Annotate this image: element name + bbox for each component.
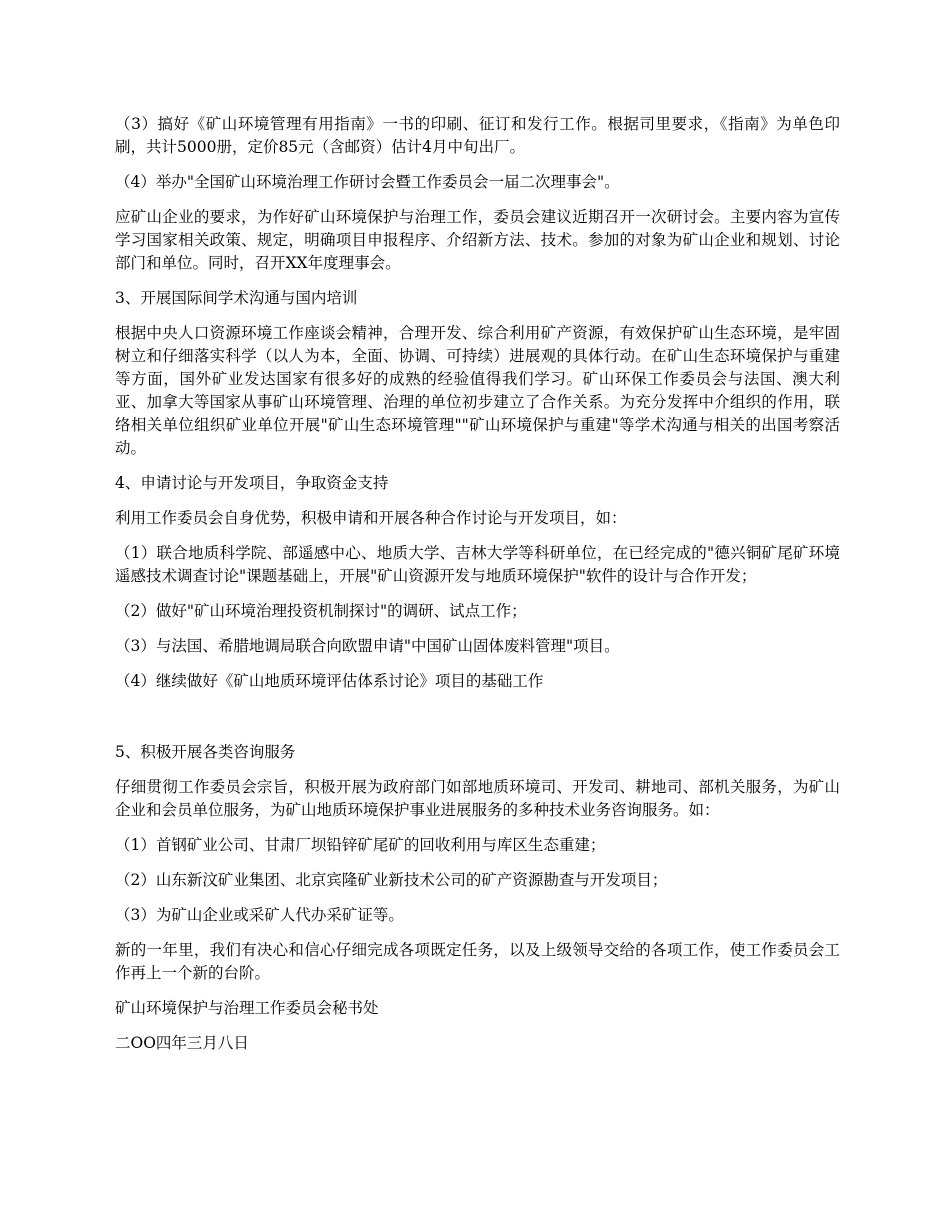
paragraph-international-exchange: 根据中央人口资源环境工作座谈会精神，合理开发、综合利用矿产资源，有效保护矿山生态环境，是牢固树立和仔细落实科学（以人为本，全面、协调、可持续）进展观的具体行动。在矿山生态环境保护与重建等方面，国外矿业发达国家有很多好的成熟的经验值得我们学习。矿山环保工作委员会与法国、澳大利亚、加拿大等国家从事矿山环境管理、治理的单位初步建立了合作关系。为充分发挥中介组织的作用，联络相关单位组织矿业单位开展"矿山生态环境管理""矿山环境保护与重建"等学术沟通与相关的出国考察活动。: [115, 324, 840, 457]
paragraph-consulting-intro: 仔细贯彻工作委员会宗旨，积极开展为政府部门如部地质环境司、开发司、耕地司、部机关服务，为矿山企业和会员单位服务，为矿山地质环境保护事业进展服务的多种技术业务咨询服务。如：: [115, 778, 840, 819]
signature-organization: 矿山环境保护与治理工作委员会秘书处: [115, 999, 379, 1017]
paragraph-project-item-2: （2）做好"矿山环境治理投资机制探讨"的调研、试点工作；: [115, 602, 527, 620]
paragraph-item-3-guide-printing: （3）搞好《矿山环境管理有用指南》一书的印刷、征订和发行工作。根据司里要求，《指南》为单色印刷，共计5000册，定价85元（含邮资）估计4月中旬出厂。: [115, 115, 840, 156]
paragraph-seminar-details: 应矿山企业的要求，为作好矿山环境保护与治理工作，委员会建议近期召开一次研讨会。主要内容为宣传学习国家相关政策、规定，明确项目申报程序、介绍新方法、技术。参加的对象为矿山企业和规划、讨论部门和单位。同时，召开XX年度理事会。: [115, 208, 840, 272]
paragraph-consulting-item-1: （1）首钢矿业公司、甘肃厂坝铅锌矿尾矿的回收利用与库区生态重建；: [115, 836, 606, 854]
paragraph-project-item-1: （1）联合地质科学院、部遥感中心、地质大学、吉林大学等科研单位，在已经完成的"德兴铜矿尾矿环境遥感技术调查讨论"课题基础上，开展"矿山资源开发与地质环境保护"软件的设计与合作开发；: [115, 544, 840, 585]
section-heading-5: 5、积极开展各类咨询服务: [115, 743, 296, 761]
document-body: [115, 113, 840, 1067]
paragraph-consulting-item-2: （2）山东新汶矿业集团、北京宾隆矿业新技术公司的矿产资源勘查与开发项目；: [115, 871, 668, 889]
signature-date: 二OO四年三月八日: [115, 1034, 249, 1052]
paragraph-consulting-item-3: （3）为矿山企业或采矿人代办采矿证等。: [115, 906, 404, 924]
paragraph-projects-intro: 利用工作委员会自身优势，积极申请和开展各种合作讨论与开发项目，如：: [115, 509, 627, 527]
paragraph-project-item-3: （3）与法国、希腊地调局联合向欧盟申请"中国矿山固体废料管理"项目。: [115, 637, 620, 655]
paragraph-closing: 新的一年里，我们有决心和信心仔细完成各项既定任务，以及上级领导交给的各项工作，使工作委员会工作再上一个新的台阶。: [115, 941, 840, 982]
section-heading-3: 3、开展国际间学术沟通与国内培训: [115, 289, 358, 307]
paragraph-project-item-4: （4）继续做好《矿山地质环境评估体系讨论》项目的基础工作: [115, 672, 544, 690]
paragraph-item-4-seminar: （4）举办"全国矿山环境治理工作研讨会暨工作委员会一届二次理事会"。: [115, 173, 620, 191]
section-heading-4: 4、申请讨论与开发项目，争取资金支持: [115, 474, 389, 492]
